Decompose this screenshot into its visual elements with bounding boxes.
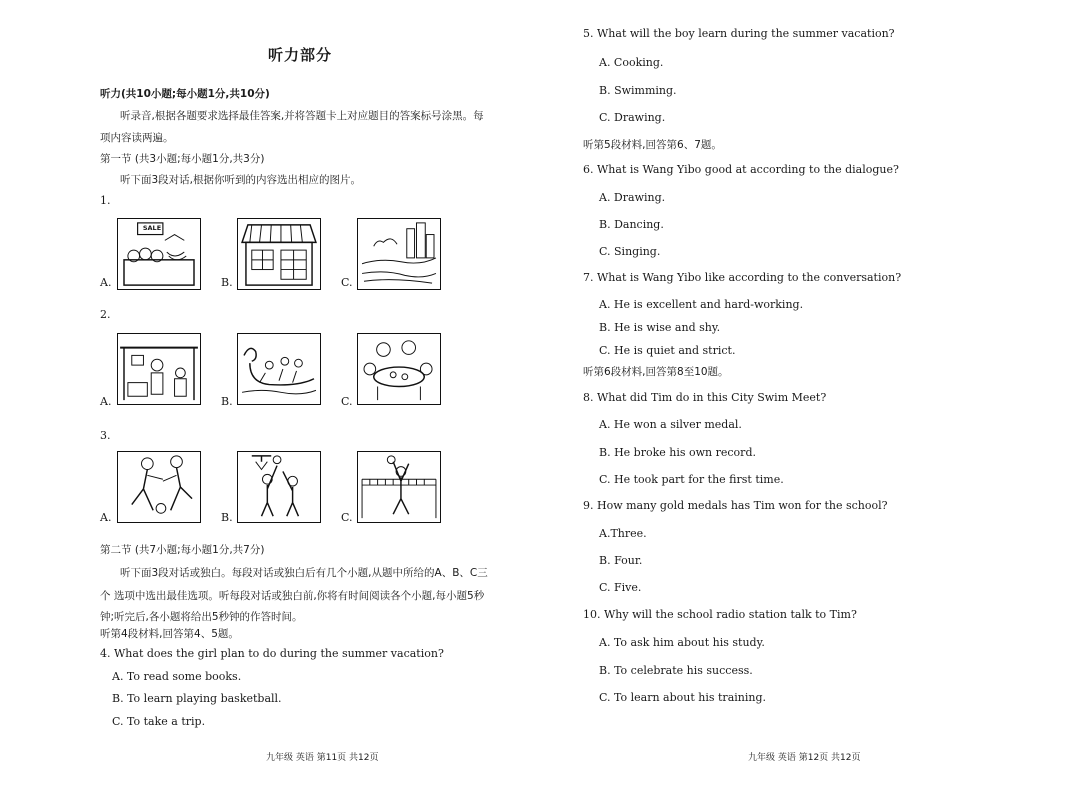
q4-option-a: A. To read some books. [112, 670, 242, 683]
q1-label-b: B. [221, 276, 233, 289]
q6-option-b: B. Dancing. [599, 218, 664, 231]
q5-option-c: C. Drawing. [599, 111, 666, 124]
page-title: 听力部分 [267, 46, 332, 64]
part1-instruction: 听下面3段对话,根据你听到的内容选出相应的图片。 [120, 174, 362, 186]
right-page-footer: 九年级 英语 第12页 共12页 [748, 753, 861, 763]
question-7: 7. What is Wang Yibo like according to the conversation? [583, 271, 902, 284]
q3-picture-c-volleyball [357, 451, 441, 523]
left-page-footer: 九年级 英语 第11页 共12页 [266, 753, 379, 763]
q8-option-a: A. He won a silver medal. [599, 418, 742, 431]
q9-option-b: B. Four. [599, 554, 643, 567]
sale-sign: SALE [142, 224, 162, 232]
q7-option-a: A. He is excellent and hard-working. [599, 298, 804, 311]
material-5-instruction: 听第5段材料,回答第6、7题。 [583, 139, 722, 151]
q2-label-c: C. [341, 395, 353, 408]
q5-option-b: B. Swimming. [599, 84, 677, 97]
q2-picture-b-dragon-boat [237, 333, 321, 405]
q2-picture-a-street-vendor [117, 333, 201, 405]
q5-option-a: A. Cooking. [599, 56, 664, 69]
q8-option-c: C. He took part for the first time. [599, 473, 784, 486]
q1-picture-c-river-city [357, 218, 441, 290]
instructions-line-2: 项内容读两遍。 [100, 132, 174, 144]
listening-section-header: 听力(共10小题;每小题1分,共10分) [100, 88, 270, 100]
q2-label-a: A. [100, 395, 112, 408]
q1-picture-a-fruit-stall [117, 218, 201, 290]
q1-picture-b-shop [237, 218, 321, 290]
q3-label-b: B. [221, 511, 233, 524]
question-9: 9. How many gold medals has Tim won for the school? [583, 499, 888, 512]
q10-option-c: C. To learn about his training. [599, 691, 766, 704]
question-2-number: 2. [100, 308, 111, 321]
question-3-number: 3. [100, 429, 111, 442]
question-10: 10. Why will the school radio station talk to Tim? [583, 608, 857, 621]
q1-label-c: C. [341, 276, 353, 289]
material-4-instruction: 听第4段材料,回答第4、5题。 [100, 628, 239, 640]
part2-instruction-line-3: 钟;听完后,各小题将给出5秒钟的作答时间。 [100, 611, 303, 623]
q3-label-c: C. [341, 511, 353, 524]
q10-option-a: A. To ask him about his study. [599, 636, 765, 649]
q1-label-a: A. [100, 276, 112, 289]
q7-option-c: C. He is quiet and strict. [599, 344, 736, 357]
q6-option-c: C. Singing. [599, 245, 661, 258]
question-6: 6. What is Wang Yibo good at according to the dialogue? [583, 163, 899, 176]
q9-option-c: C. Five. [599, 581, 642, 594]
part2-instruction-line-1: 听下面3段对话或独白。每段对话或独白后有几个小题,从题中所给的A、B、C三 [120, 567, 488, 579]
part1-header: 第一节 (共3小题;每小题1分,共3分) [100, 153, 265, 165]
question-8: 8. What did Tim do in this City Swim Meet? [583, 391, 827, 404]
part2-instruction-line-2: 个 选项中选出最佳选项。听每段对话或独白前,你将有时间阅读各个小题,每小题5秒 [100, 590, 485, 602]
q4-option-c: C. To take a trip. [112, 715, 206, 728]
part2-header: 第二节 (共7小题;每小题1分,共7分) [100, 544, 265, 556]
right-page [540, 0, 1080, 789]
q2-label-b: B. [221, 395, 233, 408]
q3-picture-a-soccer [117, 451, 201, 523]
q9-option-a: A.Three. [599, 527, 647, 540]
question-1-number: 1. [100, 194, 111, 207]
q10-option-b: B. To celebrate his success. [599, 664, 753, 677]
question-4: 4. What does the girl plan to do during the summer vacation? [100, 647, 444, 660]
q3-label-a: A. [100, 511, 112, 524]
q3-picture-b-basketball [237, 451, 321, 523]
q6-option-a: A. Drawing. [599, 191, 666, 204]
question-5: 5. What will the boy learn during the summer vacation? [583, 27, 895, 40]
q8-option-b: B. He broke his own record. [599, 446, 756, 459]
q7-option-b: B. He is wise and shy. [599, 321, 721, 334]
q4-option-b: B. To learn playing basketball. [112, 692, 282, 705]
instructions-line-1: 听录音,根据各题要求选择最佳答案,并将答题卡上对应题目的答案标号涂黑。每 [120, 110, 484, 122]
q2-picture-c-family-dinner [357, 333, 441, 405]
material-6-instruction: 听第6段材料,回答第8至10题。 [583, 366, 729, 378]
